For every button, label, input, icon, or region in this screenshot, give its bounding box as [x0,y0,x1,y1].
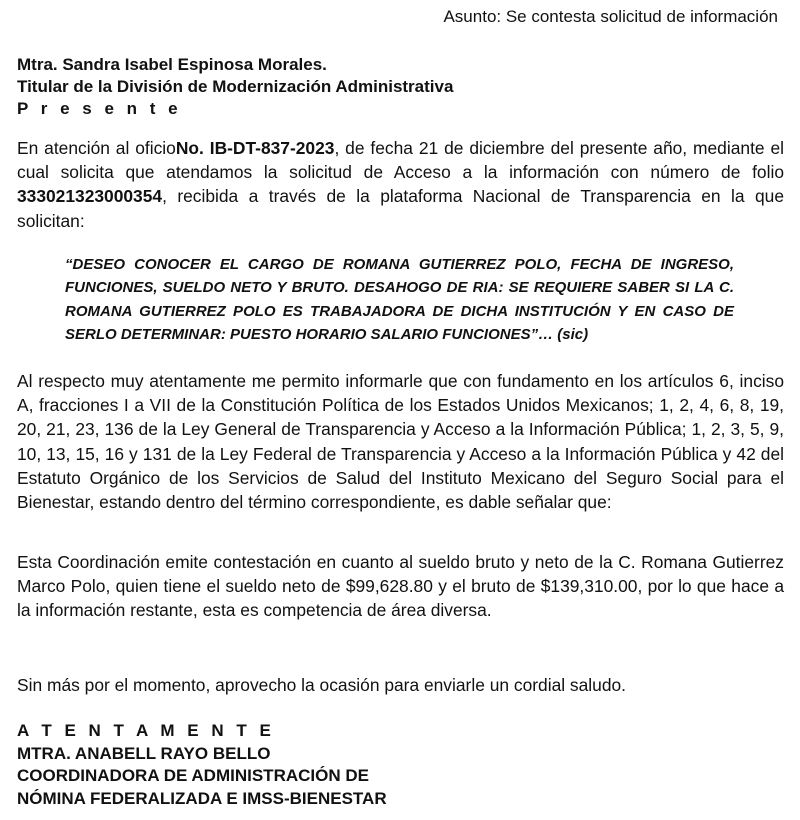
intro-paragraph [17,136,784,233]
intro-text-start: En atención al oficio [17,138,176,158]
closing-paragraph: Sin más por el momento, aprovecho la ocasión para enviarle un cordial saludo. [17,675,627,695]
intro-text-middle: , de fecha 21 de diciembre del presente año, mediante el cual solicita que atendamos la solicitud de Acceso a la información con número de folio [17,138,784,183]
legal-basis-paragraph: Al respecto muy atentamente me permito informarle que con fundamento en los artículos 6, inciso A, fracciones I a VII de la Constitución Política de los Estados Unidos Mexicanos; 1, 2, 4, 6, 8, 19, 20, 21, 23, 136 de la Ley General de Transparencia y Acceso a la Información Pública; 1, 2, 3, 5, 9, 10, 13, 15, 16 y 131 de la Ley Federal de Transparencia y Acceso a la Información Pública y 42 del Estatuto Orgánico de los Servicios de Salud del Instituto Mexicano del Seguro Social para el Bienestar, estando dentro del término correspondiente, es dable señalar que: [17,371,784,513]
signatory-position-line2: NÓMINA FEDERALIZADA E IMSS-BIENESTAR [17,789,387,809]
signatory-position-line1: COORDINADORA DE ADMINISTRACIÓN DE [17,766,369,786]
signature-block [17,720,387,811]
request-quote: “DESEO CONOCER EL CARGO DE ROMANA GUTIERREZ POLO, FECHA DE INGRESO, FUNCIONES, SUELDO NETO Y BRUTO. DESAHOGO DE RIA: SE REQUIERE SABER SI LA C. ROMANA GUTIERREZ POLO ES TRABAJADORA DE DICHA INSTITUCIÓN Y EN CASO DE SERLO DETERMINAR: PUESTO HORARIO SALARIO FUNCIONES”… (sic) [65,256,734,343]
signatory-name: MTRA. ANABELL RAYO BELLO [17,743,271,763]
recipient-name: Mtra. Sandra Isabel Espinosa Morales. [17,55,327,74]
subject-line: Asunto: Se contesta solicitud de información [443,7,778,26]
office-number: No. IB-DT-837-2023 [175,138,335,158]
signature-salutation: A T E N T A M E N T E [17,721,275,740]
recipient-title: Titular de la División de Modernización Administrativa [17,77,454,96]
recipient-block [17,54,453,120]
intro-text-end: , recibida a través de la plataforma Nacional de Transparencia en la que solicitan: [17,186,784,231]
response-paragraph: Esta Coordinación emite contestación en cuanto al sueldo bruto y neto de la C. Romana Gutierrez Marco Polo, quien tiene el sueldo neto de $99,628.80 y el bruto de $139,310.00, por lo que hace a la información restante, esta es competencia de área diversa. [17,552,784,621]
folio-number: 333021323000354 [17,186,163,207]
recipient-greeting: P r e s e n t e [17,99,182,118]
